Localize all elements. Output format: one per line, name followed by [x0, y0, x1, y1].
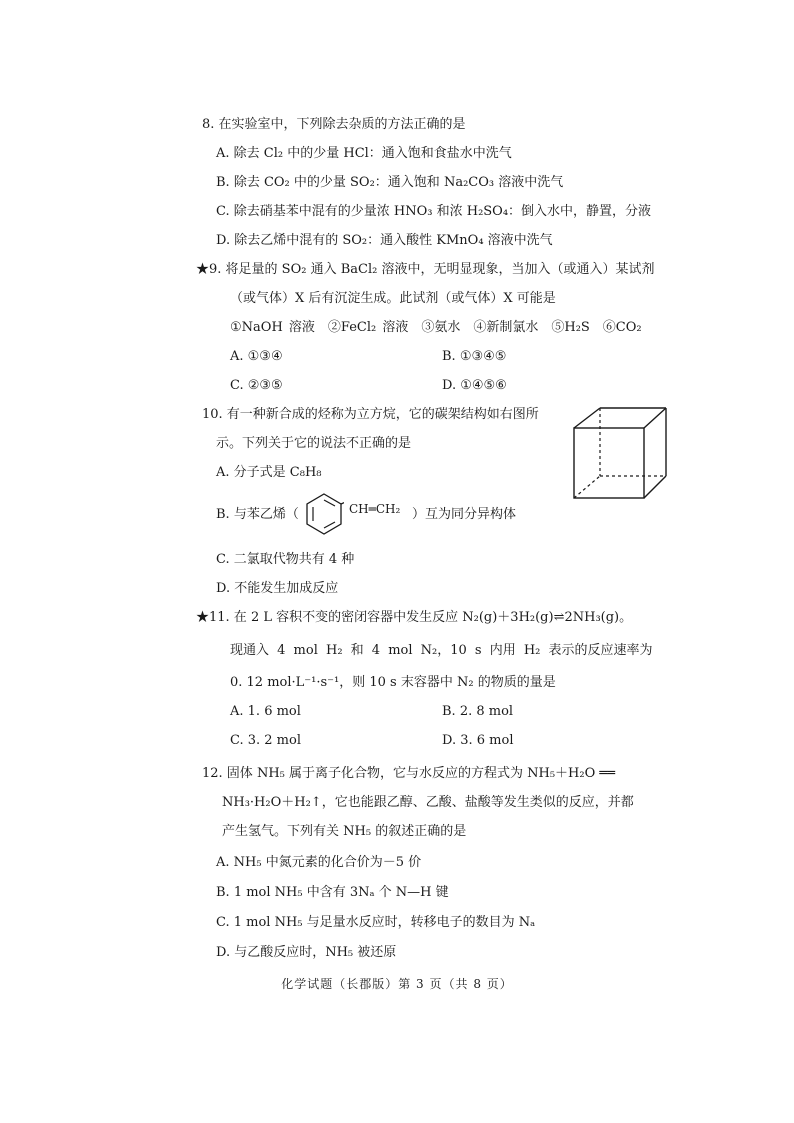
q12-stem-line3: 产生氢气。下列有关 NH₅ 的叙述正确的是: [222, 824, 467, 839]
q9-option-a: A. ①③④: [230, 349, 283, 364]
page-footer: 化学试题（长郡版）第 3 页（共 8 页）: [281, 977, 513, 991]
benzene-ring-icon: [304, 492, 344, 536]
q10-option-c: C. 二氯取代物共有 4 种: [216, 552, 355, 567]
cubane-structure-diagram: [570, 406, 670, 500]
q11-stem-line2: 现通入 4 mol H₂ 和 4 mol N₂，10 s 内用 H₂ 表示的反应速率为: [230, 643, 653, 658]
q9-stem-line1: ★9. 将足量的 SO₂ 通入 BaCl₂ 溶液中，无明显现象，当加入（或通入）某试剂: [196, 262, 655, 277]
q11-option-c: C. 3. 2 mol: [230, 733, 301, 748]
q9-items: ①NaOH 溶液 ②FeCl₂ 溶液 ③氨水 ④新制氯水 ⑤H₂S ⑥CO₂: [230, 320, 642, 335]
q11-option-a: A. 1. 6 mol: [230, 704, 301, 719]
q12-option-d: D. 与乙酸反应时，NH₅ 被还原: [216, 945, 397, 960]
q9-option-d: D. ①④⑤⑥: [442, 378, 507, 393]
q8-option-b: B. 除去 CO₂ 中的少量 SO₂：通入饱和 Na₂CO₃ 溶液中洗气: [216, 175, 564, 190]
q8-option-d: D. 除去乙烯中混有的 SO₂：通入酸性 KMnO₄ 溶液中洗气: [216, 233, 553, 248]
q8-option-a: A. 除去 Cl₂ 中的少量 HCl：通入饱和食盐水中洗气: [216, 146, 512, 161]
q10-stem-line2: 示。下列关于它的说法不正确的是: [216, 436, 412, 451]
q12-stem-line2: NH₃·H₂O＋H₂↑，它也能跟乙醇、乙酸、盐酸等发生类似的反应，并都: [222, 795, 634, 810]
q10-stem-line1: 10. 有一种新合成的烃称为立方烷，它的碳架结构如右图所: [202, 407, 539, 422]
q10-option-a: A. 分子式是 C₈H₈: [216, 465, 322, 480]
q9-stem-line2: （或气体）X 后有沉淀生成。此试剂（或气体）X 可能是: [230, 291, 556, 306]
q10-option-b-suffix: ）互为同分异构体: [412, 507, 517, 522]
q11-stem-line3: 0. 12 mol·L⁻¹·s⁻¹，则 10 s 末容器中 N₂ 的物质的量是: [230, 675, 556, 690]
q11-option-b: B. 2. 8 mol: [442, 704, 514, 719]
q10-option-b-prefix: B. 与苯乙烯（: [216, 507, 299, 522]
q8-stem: 8. 在实验室中，下列除去杂质的方法正确的是: [202, 117, 466, 132]
q9-option-c: C. ②③⑤: [230, 378, 283, 393]
q8-option-c: C. 除去硝基苯中混有的少量浓 HNO₃ 和浓 H₂SO₄：倒入水中，静置，分液: [216, 204, 652, 219]
q11-option-d: D. 3. 6 mol: [442, 733, 514, 748]
q10-option-d: D. 不能发生加成反应: [216, 581, 339, 596]
vinyl-group-label: CH═CH₂: [349, 502, 401, 516]
q12-option-b: B. 1 mol NH₅ 中含有 3Nₐ 个 N—H 键: [216, 885, 449, 900]
q11-stem-line1: ★11. 在 2 L 容积不变的密闭容器中发生反应 N₂(g)＋3H₂(g)⇌2NH₃(g)。: [196, 610, 633, 625]
q12-option-c: C. 1 mol NH₅ 与足量水反应时，转移电子的数目为 Nₐ: [216, 915, 536, 930]
q12-option-a: A. NH₅ 中氮元素的化合价为－5 价: [216, 855, 422, 870]
q12-stem-line1: 12. 固体 NH₅ 属于离子化合物，它与水反应的方程式为 NH₅＋H₂O ══: [202, 766, 616, 781]
q9-option-b: B. ①③④⑤: [442, 349, 507, 364]
